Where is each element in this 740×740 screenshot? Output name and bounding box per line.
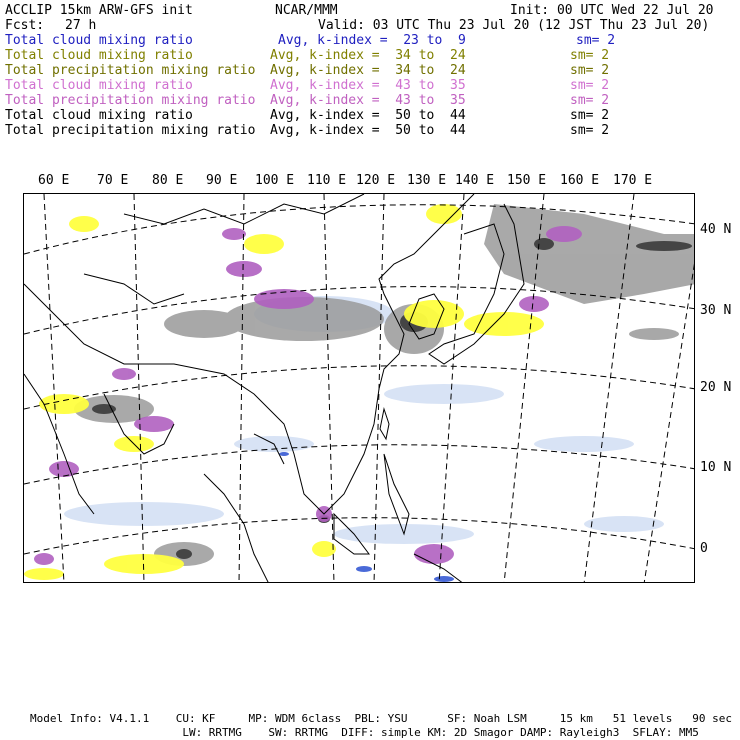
map-panel bbox=[23, 193, 695, 583]
longitude-label: 130 E bbox=[407, 173, 447, 188]
field-avg: Avg, k-index = 50 to 44 bbox=[270, 108, 466, 123]
latitude-label: 0 bbox=[700, 541, 708, 556]
valid-time: Valid: 03 UTC Thu 23 Jul 20 (12 JST Thu 23 Jul 20) bbox=[318, 18, 710, 33]
field-name: Total cloud mixing ratio bbox=[5, 33, 193, 48]
longitude-label: 160 E bbox=[560, 173, 600, 188]
field-name: Total precipitation mixing ratio bbox=[5, 123, 256, 138]
longitude-label: 140 E bbox=[455, 173, 495, 188]
model-info-line1: Model Info: V4.1.1 CU: KF MP: WDM 6class PBL: YSU SF: Noah LSM 15 km 51 levels 90 sec bbox=[30, 712, 732, 725]
longitude-label: 150 E bbox=[507, 173, 547, 188]
field-name: Total cloud mixing ratio bbox=[5, 48, 193, 63]
field-sm: sm= 2 bbox=[570, 123, 610, 138]
field-avg: Avg, k-index = 50 to 44 bbox=[270, 123, 466, 138]
field-avg: Avg, k-index = 34 to 24 bbox=[270, 48, 466, 63]
field-avg: Avg, k-index = 34 to 24 bbox=[270, 63, 466, 78]
field-sm: sm= 2 bbox=[570, 48, 610, 63]
longitude-label: 60 E bbox=[38, 173, 70, 188]
field-name: Total precipitation mixing ratio bbox=[5, 63, 256, 78]
field-avg: Avg, k-index = 43 to 35 bbox=[270, 93, 466, 108]
latitude-label: 40 N bbox=[700, 222, 732, 237]
field-name: Total cloud mixing ratio bbox=[5, 78, 193, 93]
model-info-line2: LW: RRTMG SW: RRTMG DIFF: simple KM: 2D Smagor DAMP: Rayleigh3 SFLAY: MM5 bbox=[30, 726, 699, 739]
field-sm: sm= 2 bbox=[570, 63, 610, 78]
title-center: NCAR/MMM bbox=[275, 3, 338, 18]
field-avg: Avg, k-index = 43 to 35 bbox=[270, 78, 466, 93]
longitude-label: 90 E bbox=[206, 173, 238, 188]
field-sm: sm= 2 bbox=[570, 93, 610, 108]
longitude-label: 120 E bbox=[356, 173, 396, 188]
field-sm: sm= 2 bbox=[576, 33, 616, 48]
longitude-label: 170 E bbox=[613, 173, 653, 188]
title-left: ACCLIP 15km ARW-GFS init bbox=[5, 3, 193, 18]
latitude-label: 20 N bbox=[700, 380, 732, 395]
fcst-label: Fcst: bbox=[5, 18, 45, 33]
map-svg bbox=[24, 194, 695, 583]
longitude-label: 100 E bbox=[255, 173, 295, 188]
longitude-label: 110 E bbox=[307, 173, 347, 188]
field-name: Total precipitation mixing ratio bbox=[5, 93, 256, 108]
field-sm: sm= 2 bbox=[570, 108, 610, 123]
field-name: Total cloud mixing ratio bbox=[5, 108, 193, 123]
latitude-label: 10 N bbox=[700, 460, 732, 475]
field-avg: Avg, k-index = 23 to 9 bbox=[278, 33, 466, 48]
latitude-label: 30 N bbox=[700, 303, 732, 318]
longitude-label: 80 E bbox=[152, 173, 184, 188]
fcst-value: 27 h bbox=[65, 18, 97, 33]
init-time: Init: 00 UTC Wed 22 Jul 20 bbox=[510, 3, 714, 18]
field-sm: sm= 2 bbox=[570, 78, 610, 93]
longitude-label: 70 E bbox=[97, 173, 129, 188]
